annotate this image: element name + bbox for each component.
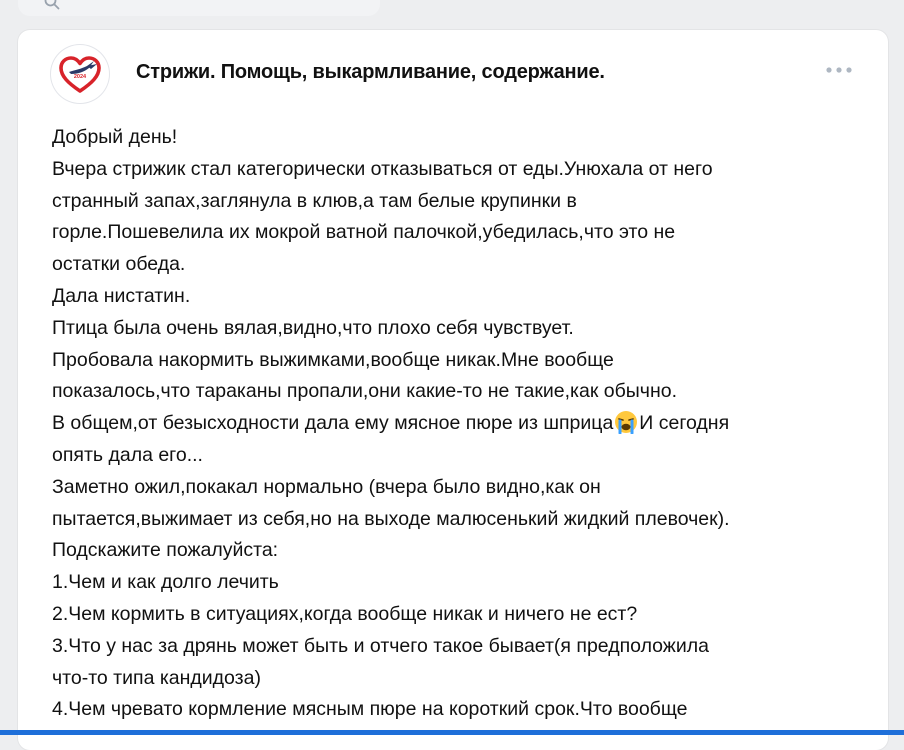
more-options-button[interactable] [824,58,854,82]
post-line: Добрый день! [52,126,178,148]
post-card [18,30,888,750]
post-line: Дала нистатин. [52,284,191,307]
post-line: 1.Чем и как долго лечить [52,571,279,594]
post-line: Пробовала накормить выжимками,вообще никак.Мне вообще [52,348,614,371]
accent-bar [0,730,904,735]
post-line: 2.Чем кормить в ситуациях,когда вообще никак и ничего не ест? [52,602,638,625]
search-bar[interactable] [18,0,380,16]
post-line: Птица была очень вялая,видно,что плохо себя чувствует. [52,316,574,339]
search-icon [44,0,60,15]
post-line: странный запах,заглянула в клюв,а там белые крупинки в [52,189,577,212]
post-line: горле.Пошевелила их мокрой ватной палочкой,убедилась,что это не [52,221,676,244]
crying-face-icon [614,410,638,445]
post-line: 4.Чем чревато кормление мясным пюре на короткий срок.Что вообще [52,698,688,721]
post-line: Подскажите пожалуйста: [52,539,279,562]
post-line: опять дала его... [52,443,203,466]
more-dots-icon [826,67,852,73]
post-line: показалось,что тараканы пропали,они какие-то не такие,как обычно. [52,380,677,403]
group-name-link[interactable]: Стрижи. Помощь, выкармливание, содержание. [136,61,605,83]
post-line: В общем,от безысходности дала ему мясное пюре из шприца И сегодня [52,408,882,440]
post-line: 3.Что у нас за дрянь может быть и отчего такое бывает(я предположила [52,634,709,657]
post-text [52,122,882,726]
post-line: пытается,выжимает из себя,но на выходе малюсенький жидкий плевочек). [52,507,730,530]
avatar-year: 2024 [73,74,87,80]
group-logo-icon [51,45,109,103]
post-line: остатки обеда. [52,253,186,276]
post-line: Заметно ожил,покакал нормально (вчера было видно,как он [52,475,601,498]
post-line: Вчера стрижик стал категорически отказываться от еды.Унюхала от него [52,157,713,180]
post-line: что-то типа кандидоза) [52,666,261,689]
group-avatar[interactable] [51,45,109,103]
